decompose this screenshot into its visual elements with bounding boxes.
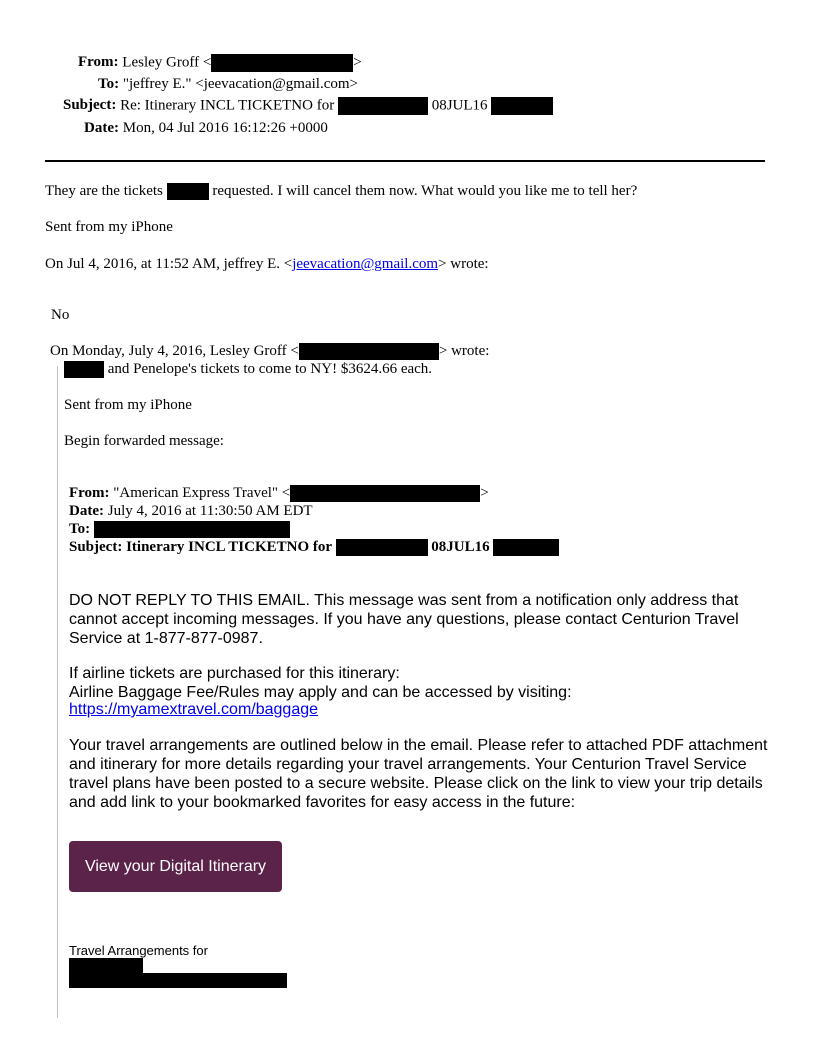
email-link[interactable]: jeevacation@gmail.com — [292, 256, 439, 272]
begin-forwarded: Begin forwarded message: — [64, 433, 224, 449]
monday-wrote-line — [50, 343, 489, 360]
airline-line-1: If airline tickets are purchased for this itinerary: — [69, 665, 400, 682]
header-divider — [45, 160, 765, 162]
fwd-from-suffix: > — [480, 485, 489, 501]
redaction-block — [290, 485, 480, 502]
fwd-subject-middle: 08JUL16 — [431, 539, 490, 555]
airline-line-2: Airline Baggage Fee/Rules may apply and can be accessed by visiting: — [69, 684, 572, 701]
travel-detail-redaction — [69, 973, 287, 988]
subject-label: Subject: — [63, 97, 117, 114]
arrangements-paragraph: Your travel arrangements are outlined below in the email. Please refer to attached PDF attachment and itinerary for more details regarding your travel arrangements. Your Centurion Travel Service travel plans have been posted to a secure website. Please click on the link to view your trip details and add link to your bookmarked favorites for easy access in the future: — [69, 737, 768, 811]
subject-middle: 08JUL16 — [431, 97, 488, 114]
fwd-date-label: Date: — [69, 503, 104, 519]
redaction-block — [69, 958, 143, 973]
header-from-row — [78, 54, 362, 72]
fwd-from-label: From: — [69, 485, 110, 501]
redaction-block — [64, 361, 104, 378]
redaction-block — [493, 539, 559, 556]
baggage-link-row — [69, 700, 769, 719]
to-label: To: — [98, 76, 120, 92]
reply-text-b: requested. I will cancel them now. What would you like me to tell her? — [212, 183, 638, 199]
redaction-block — [338, 97, 428, 115]
tickets-line — [64, 361, 432, 378]
travel-arrangements-for: Travel Arrangements for — [69, 943, 208, 958]
baggage-link[interactable]: https://myamextravel.com/baggage — [69, 701, 319, 718]
fwd-to-row — [69, 521, 290, 538]
from-label: From: — [78, 54, 119, 71]
travel-name-redaction — [69, 958, 143, 973]
sent-from-iphone: Sent from my iPhone — [45, 219, 173, 235]
redaction-block — [94, 521, 290, 538]
header-date-row — [84, 120, 328, 137]
fwd-subject-row — [69, 539, 559, 556]
redaction-block — [491, 97, 553, 115]
date-label: Date: — [84, 120, 119, 136]
redaction-block — [167, 183, 209, 200]
tickets-text: and Penelope's tickets to come to NY! $3624.66 each. — [107, 361, 433, 377]
reply-text-a: They are the tickets — [45, 183, 163, 199]
header-subject-row — [63, 97, 553, 115]
date-value: Mon, 04 Jul 2016 16:12:26 +0000 — [122, 120, 328, 136]
monday-prefix: On Monday, July 4, 2016, Lesley Groff < — [50, 343, 299, 359]
redaction-block — [336, 539, 428, 556]
quote-bar — [57, 366, 58, 1018]
header-to-row — [98, 76, 358, 93]
monday-suffix: > wrote: — [438, 343, 490, 359]
fwd-subject-text: Subject: Itinerary INCL TICKETNO for — [69, 539, 332, 555]
to-value: "jeffrey E." <jeevacation@gmail.com> — [122, 76, 358, 92]
no-reply: No — [51, 307, 70, 323]
redaction-block — [69, 973, 287, 988]
quoted-sent-from: Sent from my iPhone — [64, 397, 192, 413]
fwd-to-label: To: — [69, 521, 91, 537]
fwd-from-row — [69, 485, 489, 502]
from-value: Lesley Groff < — [122, 54, 212, 71]
view-itinerary-button[interactable]: View your Digital Itinerary — [69, 841, 282, 892]
reply-line — [45, 183, 637, 200]
redaction-block — [299, 343, 439, 360]
wrote-suffix: > wrote: — [438, 256, 489, 272]
fwd-date-value: July 4, 2016 at 11:30:50 AM EDT — [107, 503, 313, 519]
subject-prefix: Re: Itinerary INCL TICKETNO for — [120, 97, 335, 114]
from-suffix: > — [353, 54, 362, 71]
wrote-line — [45, 256, 489, 273]
fwd-date-row — [69, 503, 313, 520]
redaction-block — [211, 54, 353, 72]
wrote-prefix: On Jul 4, 2016, at 11:52 AM, jeffrey E. < — [45, 256, 293, 272]
fwd-from-value: "American Express Travel" < — [113, 485, 291, 501]
no-reply-notice: DO NOT REPLY TO THIS EMAIL. This message was sent from a notification only address that cannot accept incoming messages. If you have any questions, please contact Centurion Travel Service at 1-877-877-0987. — [69, 592, 739, 647]
